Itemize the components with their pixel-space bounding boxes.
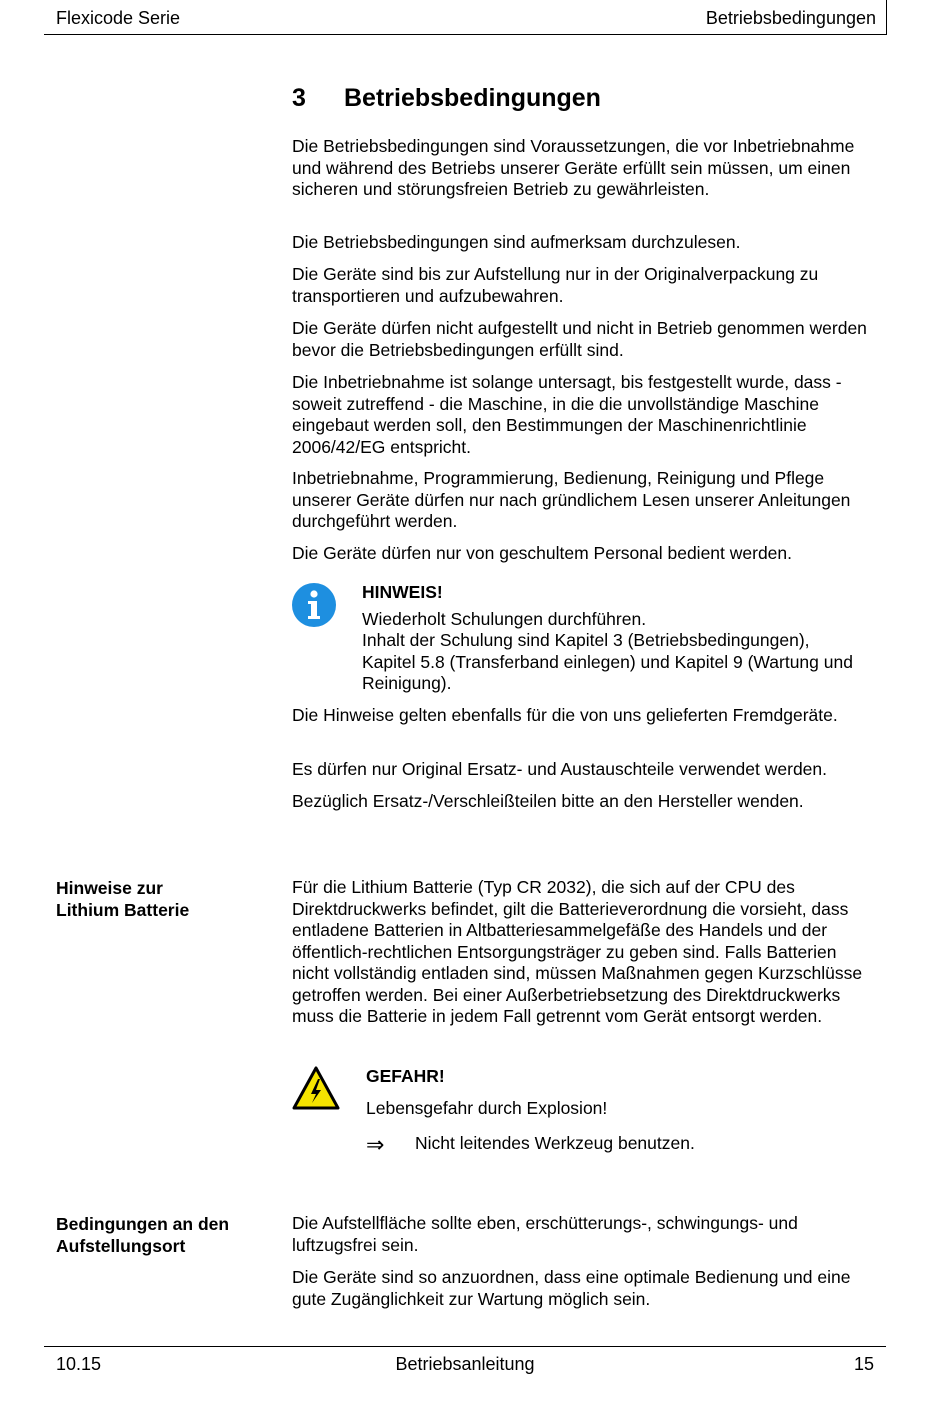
- header-section-name: Betriebsbedingungen: [705, 8, 876, 28]
- intro-paragraph: Die Geräte sind bis zur Aufstellung nur in der Originalverpackung zu transportieren und aufzubewahren.: [292, 264, 819, 306]
- high-voltage-warning-icon: [291, 1065, 341, 1111]
- note-line: Wiederholt Schulungen durchführen.: [362, 609, 647, 629]
- intro-paragraph: Die Betriebsbedingungen sind aufmerksam durchzulesen.: [292, 232, 741, 252]
- side-heading-line: Hinweise zur: [56, 878, 163, 898]
- footer-document-title: Betriebsanleitung: [395, 1354, 535, 1374]
- location-paragraph: Die Geräte sind so anzuordnen, dass eine optimale Bedienung und eine gute Zugänglichkeit zur Wartung möglich sein.: [292, 1267, 851, 1309]
- note-title: HINWEIS!: [362, 582, 443, 602]
- side-heading-line: Aufstellungsort: [56, 1235, 186, 1256]
- paragraph: Es dürfen nur Original Ersatz- und Austauschteile verwendet werden.: [292, 759, 828, 779]
- page-header: [44, 0, 887, 35]
- intro-paragraph: Die Geräte dürfen nicht aufgestellt und nicht in Betrieb genommen werden bevor die Betriebsbedingungen erfüllt sind.: [292, 318, 867, 360]
- location-paragraph: Die Aufstellfläche sollte eben, erschütterungs-, schwingungs- und luftzugsfrei sein.: [292, 1213, 798, 1255]
- note-line: Inhalt der Schulung sind Kapitel 3 (Betriebsbedingungen), Kapitel 5.8 (Transferband einlegen) und Kapitel 9 (Wartung und Reinigung).: [362, 630, 853, 693]
- chapter-number: 3: [292, 84, 306, 112]
- action-arrow-icon: ⇒: [366, 1132, 385, 1157]
- side-heading-line: Bedingungen an den: [56, 1214, 230, 1234]
- paragraph: Die Hinweise gelten ebenfalls für die von uns gelieferten Fremdgeräte.: [292, 705, 838, 725]
- intro-paragraph: Inbetriebnahme, Programmierung, Bedienung, Reinigung und Pflege unserer Geräte dürfen nur nach gründlichem Lesen unserer Anleitungen durchgeführt werden.: [292, 468, 851, 531]
- chapter-title: Betriebsbedingungen: [344, 84, 601, 112]
- danger-title: GEFAHR!: [366, 1066, 445, 1086]
- danger-action: Nicht leitendes Werkzeug benutzen.: [415, 1133, 695, 1153]
- info-icon: [292, 583, 336, 627]
- chapter-heading: [292, 84, 601, 113]
- battery-paragraph: Für die Lithium Batterie (Typ CR 2032), die sich auf der CPU des Direktdruckwerks befindet, gilt die Batterieverordnung die vorsieht, dass entladene Batterien in Altbatteriesammelgefäße des Handels und der öffentlich-rechtlichen Entsorgungsträger zu geben sind. Falls Batterien nicht vollständig entladen sind, müssen Maßnahmen gegen Kurzschlüsse getroffen werden. Bei einer Außerbetriebsetzung des Direktdruckwerks muss die Batterie in jedem Fall getrennt vom Gerät entsorgt werden.: [292, 877, 863, 1026]
- side-heading-line: Lithium Batterie: [56, 899, 190, 920]
- intro-paragraph: Die Inbetriebnahme ist solange untersagt, bis festgestellt wurde, dass - soweit zutreffend - die Maschine, in die die unvollständige Maschine eingebaut werden soll, den Bestimmungen der Maschinenrichtlinie 2006/42/EG entspricht.: [292, 372, 842, 457]
- intro-paragraph: Die Betriebsbedingungen sind Voraussetzungen, die vor Inbetriebnahme und während des Betriebs unserer Geräte erfüllt sein müssen, um einen sicheren und störungsfreien Betrieb zu gewährleisten.: [292, 136, 855, 199]
- page-number: 15: [853, 1354, 874, 1374]
- intro-paragraph: Die Geräte dürfen nur von geschultem Personal bedient werden.: [292, 543, 793, 563]
- page-footer: [44, 1346, 886, 1377]
- paragraph: Bezüglich Ersatz-/Verschleißteilen bitte an den Hersteller wenden.: [292, 791, 804, 811]
- header-product-name: Flexicode Serie: [56, 8, 181, 28]
- battery-side-heading: [56, 878, 276, 921]
- location-side-heading: [56, 1214, 276, 1257]
- footer-version: 10.15: [56, 1354, 102, 1374]
- danger-text: Lebensgefahr durch Explosion!: [366, 1098, 608, 1118]
